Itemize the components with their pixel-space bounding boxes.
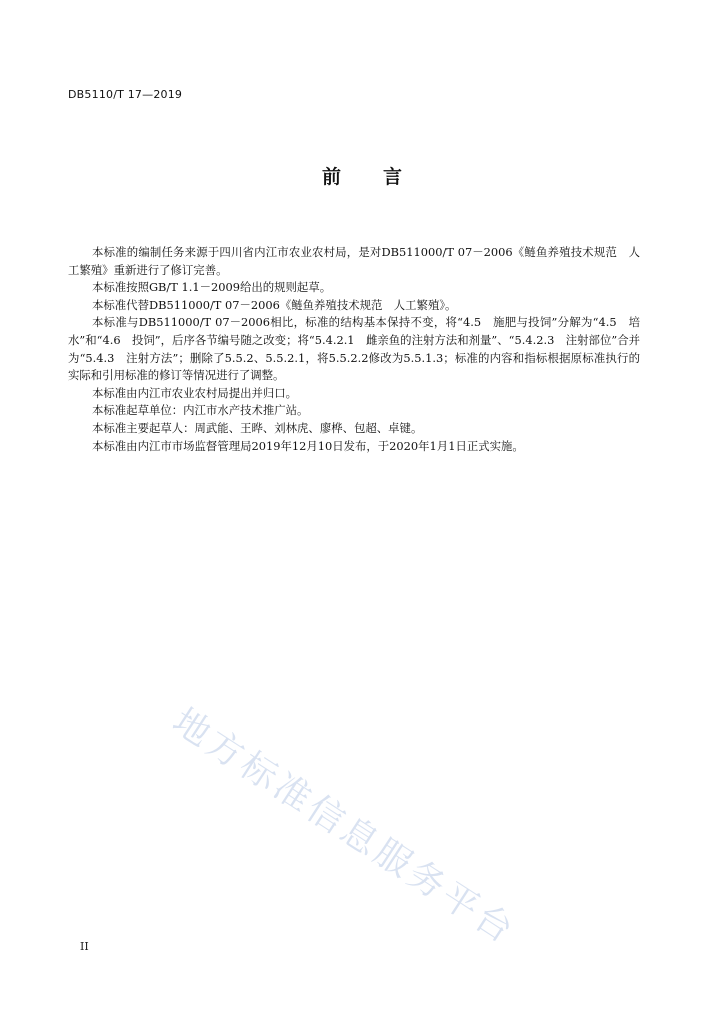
paragraph-changes: 本标准与DB511000/T 07－2006相比，标准的结构基本保持不变，将“4.5 施肥与投饲”分解为“4.5 培水”和“4.6 投饲”，后序各节编号随之改变；将“5.4.2.1 雌亲鱼的注射方法和剂量”、“5.4.2.3 注射部位”合并为“5.4.3 注射方法”；删除了5.5.2、5.5.2.1，将5.5.2.2修改为5.5.1.3；标准的内容和指标根据原标准执行的实际和引用标准的修订等情况进行了调整。 xyxy=(68,315,640,383)
paragraph-drafters: 本标准主要起草人：周武能、王晔、刘林虎、廖桦、包超、卓键。 xyxy=(92,420,423,435)
page-number: II xyxy=(80,940,89,953)
paragraph-proposer: 本标准由内江市农业农村局提出并归口。 xyxy=(92,385,298,400)
page-title xyxy=(0,162,724,189)
paragraph-drafting-rules: 本标准按照GB/T 1.1－2009给出的规则起草。 xyxy=(92,280,332,295)
paragraph-drafting-unit: 本标准起草单位：内江市水产技术推广站。 xyxy=(92,403,309,418)
watermark: 地方标准信息服务平台 xyxy=(165,700,524,954)
title-char-2: 言 xyxy=(383,166,403,188)
paragraph-source: 本标准的编制任务来源于四川省内江市农业农村局，是对DB511000/T 07－2006《鲢鱼养殖技术规范 人工繁殖》重新进行了修订完善。 xyxy=(68,245,640,277)
title-char-1: 前 xyxy=(321,166,341,188)
paragraph-publication: 本标准由内江市市场监督管理局2019年12月10日发布，于2020年1月1日正式实施。 xyxy=(92,438,524,453)
paragraph-replaces: 本标准代替DB511000/T 07－2006《鲢鱼养殖技术规范 人工繁殖》。 xyxy=(92,297,457,312)
document-code: DB5110/T 17—2019 xyxy=(68,88,183,101)
foreword-body xyxy=(68,244,640,455)
